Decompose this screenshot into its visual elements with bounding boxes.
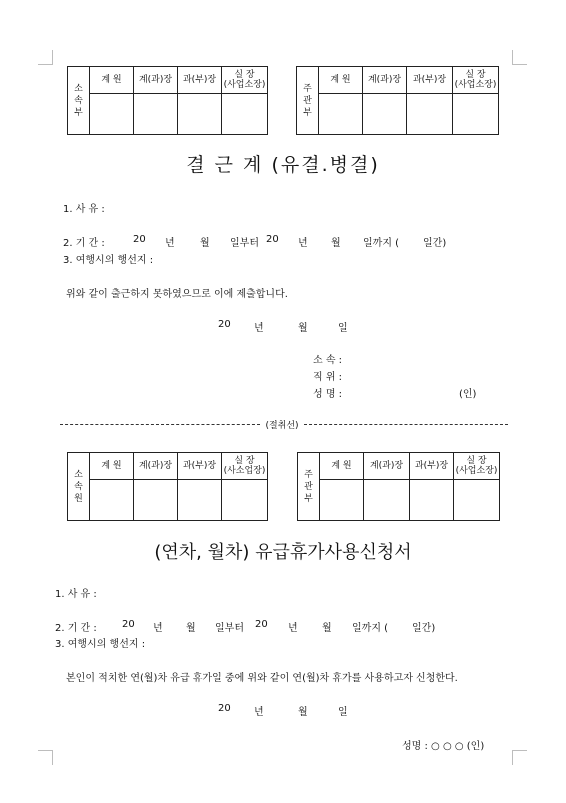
date-year: 20 xyxy=(218,703,231,714)
approval-sign-box[interactable] xyxy=(222,94,268,135)
period-from-word: 일부터 xyxy=(215,623,244,634)
approval-sign-box[interactable] xyxy=(134,480,178,521)
approval-sign-box[interactable] xyxy=(90,94,134,135)
period-until-word: 일까지 ( xyxy=(352,623,389,634)
period-month-word: 월 xyxy=(331,238,341,249)
period-label: 2. 기 간 : xyxy=(63,238,105,249)
form1-reason: 1. 사 유 : xyxy=(63,204,105,215)
period-label: 2. 기 간 : xyxy=(55,623,97,634)
approval-header-dept-head: 과(부)장 xyxy=(178,453,222,480)
form2-date xyxy=(218,703,358,718)
approval-table-top-left xyxy=(67,66,268,135)
approval-sign-box[interactable] xyxy=(178,94,222,135)
approval-sign-box[interactable] xyxy=(364,480,410,521)
approval-side-label: 소속원 xyxy=(68,453,90,521)
period-days-word: 일간) xyxy=(423,238,447,249)
date-day-word: 일 xyxy=(338,323,348,334)
approval-header-director: 실 장 (사소업장) xyxy=(222,453,268,480)
form2-statement: 본인이 적치한 연(월)차 유급 휴가일 중에 위와 같이 연(월)차 휴가를 사용하고자 신청한다. xyxy=(66,673,458,684)
form2-title: (연차, 월차) 유급휴가사용신청서 xyxy=(154,542,412,563)
approval-sign-box[interactable] xyxy=(410,480,454,521)
approval-header-clerk: 계 원 xyxy=(90,453,134,480)
approval-sign-box[interactable] xyxy=(178,480,222,521)
form1-position: 직 위 : xyxy=(313,372,343,383)
approval-header-director: 실 장 (사업소장) xyxy=(454,453,500,480)
approval-sign-box[interactable] xyxy=(407,94,453,135)
period-until-word: 일까지 ( xyxy=(363,238,400,249)
period-month-word: 월 xyxy=(322,623,332,634)
approval-table-bottom-left xyxy=(67,452,268,521)
approval-side-label: 주관부 xyxy=(298,453,320,521)
approval-sign-box[interactable] xyxy=(222,480,268,521)
form1-date xyxy=(218,319,358,334)
cut-line-dash-right xyxy=(304,424,508,425)
period-days-word: 일간) xyxy=(412,623,436,634)
form2-destination: 3. 여행시의 행선지 : xyxy=(55,639,146,650)
approval-header-clerk: 계 원 xyxy=(319,67,363,94)
crop-mark-bottom-left xyxy=(38,750,53,765)
period-month-word: 월 xyxy=(200,238,210,249)
form2-period xyxy=(55,619,475,634)
approval-header-section-chief: 계(과)장 xyxy=(363,67,407,94)
date-year-word: 년 xyxy=(254,323,264,334)
approval-header-clerk: 계 원 xyxy=(90,67,134,94)
cut-line xyxy=(60,418,508,430)
crop-mark-top-right xyxy=(512,50,527,65)
form1-affiliation: 소 속 : xyxy=(313,355,343,366)
approval-table-bottom-right xyxy=(297,452,500,521)
approval-header-dept-head: 과(부)장 xyxy=(407,67,453,94)
period-year2: 20 xyxy=(266,234,279,245)
approval-sign-box[interactable] xyxy=(453,94,499,135)
form2-reason: 1. 사 유 : xyxy=(55,589,97,600)
approval-header-section-chief: 계(과)장 xyxy=(134,453,178,480)
crop-mark-bottom-right xyxy=(512,750,527,765)
approval-sign-box[interactable] xyxy=(320,480,364,521)
form1-period xyxy=(63,234,483,249)
cut-line-label: (절취선) xyxy=(260,418,304,431)
approval-table-top-right xyxy=(296,66,499,135)
period-year-word: 년 xyxy=(153,623,163,634)
approval-header-section-chief: 계(과)장 xyxy=(364,453,410,480)
approval-header-dept-head: 과(부)장 xyxy=(178,67,222,94)
period-from-word: 일부터 xyxy=(230,238,259,249)
date-year-word: 년 xyxy=(254,707,264,718)
crop-mark-top-left xyxy=(38,50,53,65)
approval-header-director: 실 장 (사업소장) xyxy=(453,67,499,94)
period-year-word: 년 xyxy=(165,238,175,249)
period-year-word: 년 xyxy=(288,623,298,634)
date-day-word: 일 xyxy=(338,707,348,718)
approval-sign-box[interactable] xyxy=(454,480,500,521)
cut-line-dash-left xyxy=(60,424,260,425)
approval-header-section-chief: 계(과)장 xyxy=(134,67,178,94)
form2-signature: 성명 : ○ ○ ○ (인) xyxy=(402,741,485,752)
date-year: 20 xyxy=(218,319,231,330)
period-year1: 20 xyxy=(133,234,146,245)
period-year1: 20 xyxy=(122,619,135,630)
approval-sign-box[interactable] xyxy=(363,94,407,135)
approval-sign-box[interactable] xyxy=(90,480,134,521)
form1-title: 결 근 계 (유결.병결) xyxy=(186,154,380,176)
approval-side-label: 소속부 xyxy=(68,67,90,135)
approval-header-clerk: 계 원 xyxy=(320,453,364,480)
date-month-word: 월 xyxy=(298,707,308,718)
period-year-word: 년 xyxy=(298,238,308,249)
form1-statement: 위와 같이 출근하지 못하였으므로 이에 제출합니다. xyxy=(66,289,288,300)
approval-side-label: 주관부 xyxy=(297,67,319,135)
form1-destination: 3. 여행시의 행선지 : xyxy=(63,255,154,266)
approval-sign-box[interactable] xyxy=(319,94,363,135)
period-month-word: 월 xyxy=(186,623,196,634)
form1-name: 성 명 : xyxy=(313,389,343,400)
approval-sign-box[interactable] xyxy=(134,94,178,135)
date-month-word: 월 xyxy=(298,323,308,334)
approval-header-director: 실 장 (사업소장) xyxy=(222,67,268,94)
approval-header-dept-head: 과(부)장 xyxy=(410,453,454,480)
form1-seal: (인) xyxy=(459,389,477,400)
period-year2: 20 xyxy=(255,619,268,630)
